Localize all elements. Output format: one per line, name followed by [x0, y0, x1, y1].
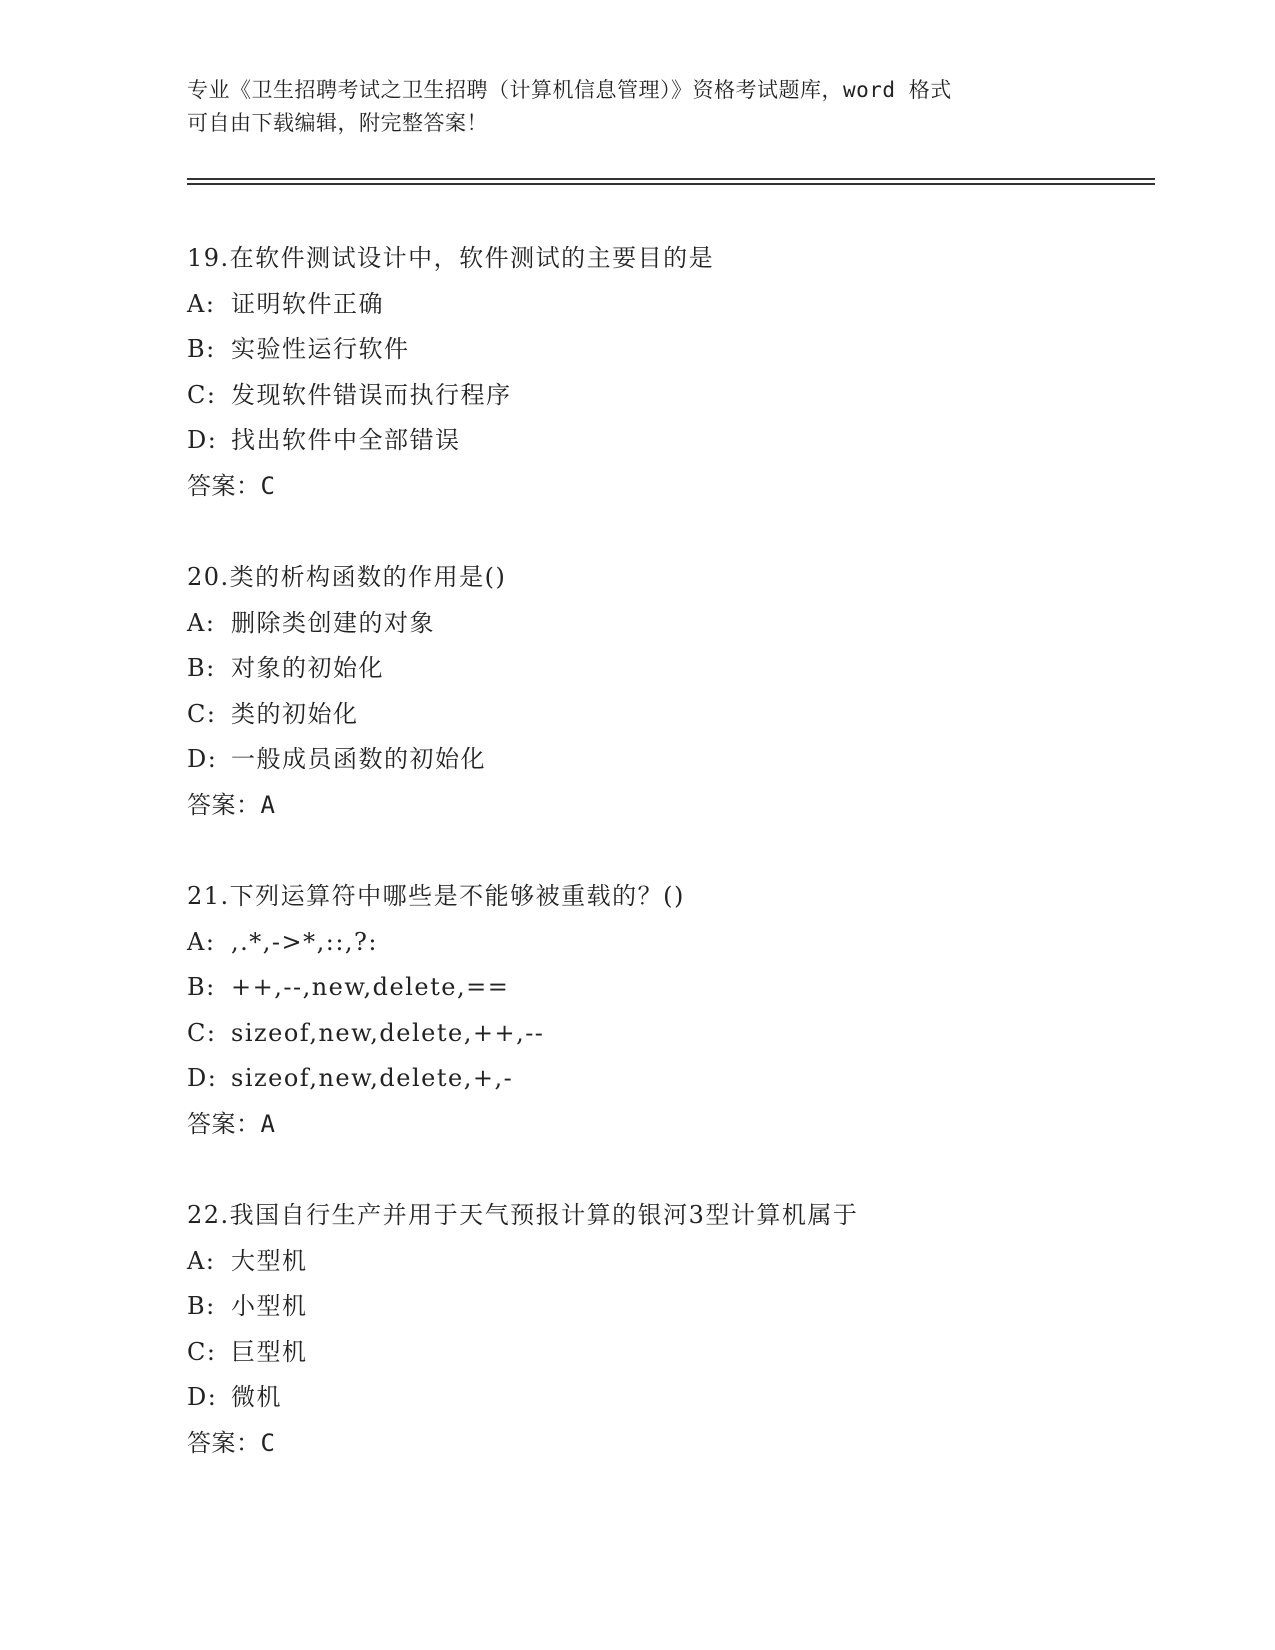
option-text: 找出软件中全部错误: [231, 426, 461, 454]
question-stem: 19.在软件测试设计中，软件测试的主要目的是: [187, 244, 715, 272]
question-stem: 20.类的析构函数的作用是(): [187, 563, 507, 591]
header-line-1: 专业《卫生招聘考试之卫生招聘（计算机信息管理）》资格考试题库，word 格式: [187, 78, 952, 102]
option-label: C:: [187, 1337, 217, 1366]
option-label: B:: [187, 1292, 216, 1320]
option-d: [187, 418, 1147, 464]
answer: 答案：A: [187, 790, 276, 819]
option-text: 对象的初始化: [231, 654, 384, 682]
option-text: sizeof,new,delete,+,-: [231, 1064, 514, 1092]
option-text: 证明软件正确: [231, 289, 384, 318]
option-a: [187, 1239, 1147, 1285]
option-b: [187, 1284, 1147, 1330]
answer: 答案：C: [187, 1428, 276, 1457]
option-d: [187, 1375, 1147, 1421]
option-b: [187, 965, 1147, 1011]
option-c: [187, 1330, 1147, 1376]
question-list: [187, 236, 1147, 1512]
answer: 答案：A: [187, 1109, 276, 1138]
option-text: 一般成员函数的初始化: [231, 745, 486, 773]
option-text: 大型机: [231, 1246, 308, 1275]
option-label: C:: [187, 380, 217, 409]
option-d: [187, 737, 1147, 783]
option-text: 类的初始化: [231, 699, 359, 728]
header-line-2: 可自由下载编辑，附完整答案！: [187, 111, 488, 135]
question-20: [187, 555, 1147, 874]
option-c: [187, 373, 1147, 419]
option-text: 小型机: [231, 1292, 308, 1320]
header-divider-bottom: [187, 183, 1155, 185]
option-text: 删除类创建的对象: [231, 608, 435, 637]
question-stem: 21.下列运算符中哪些是不能够被重载的？(): [187, 882, 685, 910]
option-text: 发现软件错误而执行程序: [231, 380, 512, 409]
option-label: C:: [187, 699, 217, 728]
option-label: A:: [187, 289, 216, 318]
option-label: A:: [187, 927, 216, 956]
option-c: [187, 1011, 1147, 1057]
question-22: [187, 1193, 1147, 1512]
option-label: D:: [187, 1383, 218, 1411]
option-c: [187, 692, 1147, 738]
option-text: sizeof,new,delete,++,--: [231, 1018, 545, 1047]
option-text: 巨型机: [231, 1337, 308, 1366]
option-text: 微机: [231, 1383, 282, 1411]
option-label: B:: [187, 335, 216, 363]
header-divider-top: [187, 178, 1155, 180]
question-19: [187, 236, 1147, 555]
option-label: A:: [187, 1246, 216, 1275]
question-stem: 22.我国自行生产并用于天气预报计算的银河3型计算机属于: [187, 1201, 859, 1229]
option-label: C:: [187, 1018, 217, 1047]
option-text: 实验性运行软件: [231, 335, 410, 363]
option-a: [187, 920, 1147, 966]
option-b: [187, 327, 1147, 373]
option-label: D:: [187, 426, 218, 454]
option-b: [187, 646, 1147, 692]
option-label: D:: [187, 1064, 218, 1092]
option-label: B:: [187, 654, 216, 682]
option-text: ++,--,new,delete,==: [231, 973, 510, 1001]
document-header: [187, 74, 1087, 140]
answer: 答案：C: [187, 471, 276, 500]
option-a: [187, 601, 1147, 647]
option-label: B:: [187, 973, 216, 1001]
option-a: [187, 282, 1147, 328]
option-label: D:: [187, 745, 218, 773]
question-21: [187, 874, 1147, 1193]
option-label: A:: [187, 608, 216, 637]
option-text: ,.*,->*,::,?:: [231, 927, 378, 956]
option-d: [187, 1056, 1147, 1102]
